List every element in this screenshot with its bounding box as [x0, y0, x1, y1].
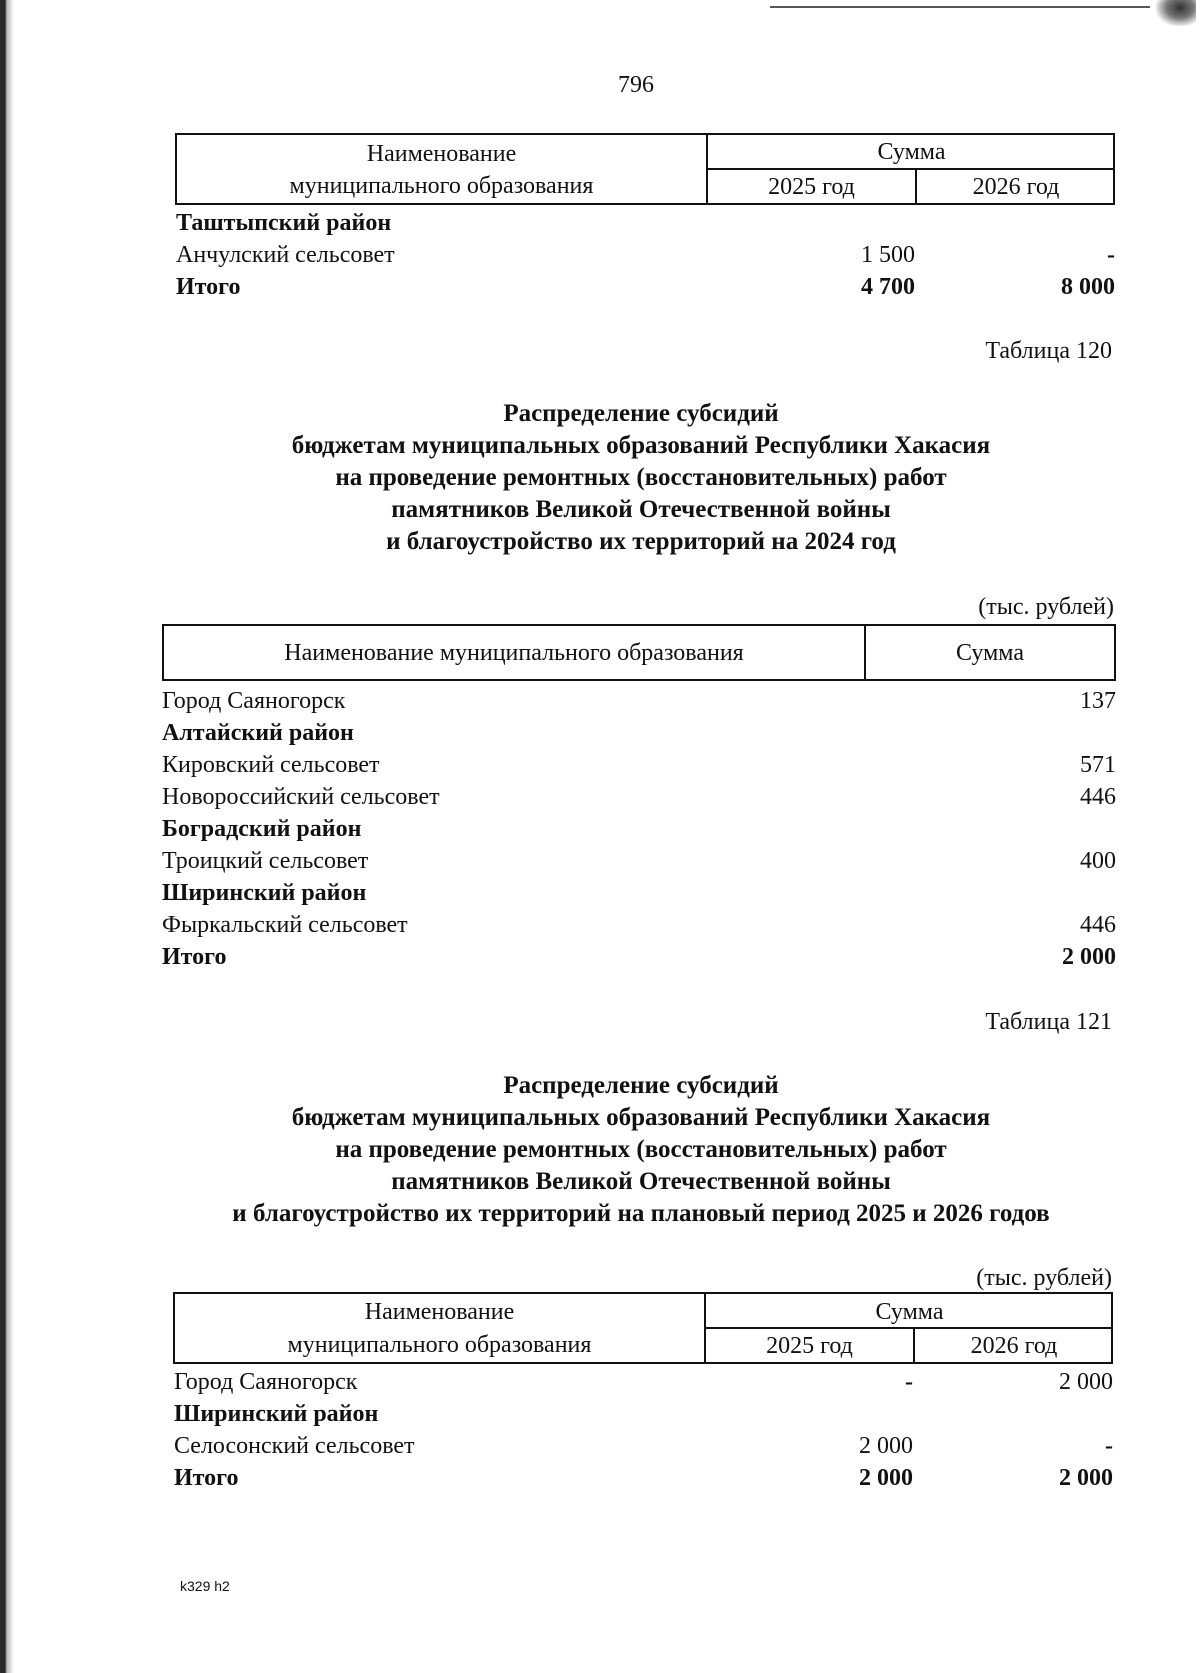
- header-year: 2026 год: [972, 174, 1060, 200]
- row-value: 2 000: [1059, 1369, 1113, 1395]
- row-value: 4 700: [861, 274, 915, 300]
- table-title-line: памятников Великой Отечественной войны: [391, 496, 891, 523]
- row-name: Алтайский район: [162, 720, 354, 746]
- table-label: Таблица 120: [985, 338, 1112, 364]
- header-year: 2025 год: [766, 1333, 853, 1359]
- row-name: Новороссийский сельсовет: [162, 784, 440, 810]
- row-value: 571: [1080, 752, 1116, 778]
- row-name: Кировский сельсовет: [162, 752, 380, 778]
- table-title-line: на проведение ремонтных (восстановительных) работ: [335, 1136, 947, 1163]
- row-name: Анчулский сельсовет: [176, 242, 395, 268]
- row-name: Итого: [176, 274, 241, 300]
- header-sum: Сумма: [877, 139, 946, 165]
- row-value: -: [905, 1369, 913, 1395]
- header-name: муниципального образования: [289, 173, 594, 199]
- header-name: Наименование: [366, 141, 517, 167]
- units-label: (тыс. рублей): [976, 1265, 1112, 1291]
- row-value: 2 000: [1059, 1465, 1113, 1491]
- scan-smudge: [1156, 0, 1196, 26]
- row-value: 1 500: [861, 242, 915, 268]
- row-value: 2 000: [859, 1465, 913, 1491]
- row-name: Итого: [174, 1465, 239, 1491]
- header-name: Наименование: [364, 1299, 515, 1325]
- row-name: Итого: [162, 944, 227, 970]
- row-name: Боградский район: [162, 816, 362, 842]
- header-divider: [706, 168, 1115, 170]
- row-name: Город Саяногорск: [174, 1369, 358, 1395]
- table-title-line: бюджетам муниципальных образований Республики Хакасия: [291, 1104, 991, 1131]
- table-title-line: на проведение ремонтных (восстановительных) работ: [335, 464, 947, 491]
- row-value: 2 000: [859, 1433, 913, 1459]
- row-name: Троицкий сельсовет: [162, 848, 369, 874]
- table-title-line: памятников Великой Отечественной войны: [391, 1168, 891, 1195]
- row-name: Ширинский район: [174, 1401, 379, 1427]
- row-value: 400: [1080, 848, 1116, 874]
- page-number: 796: [618, 72, 654, 98]
- scan-edge: [0, 0, 14, 1673]
- table-title-line: Распределение субсидий: [503, 1072, 779, 1099]
- footer-code: k329 h2: [180, 1578, 230, 1594]
- row-name: Город Саяногорск: [162, 688, 346, 714]
- row-value: -: [1107, 242, 1115, 268]
- table-label: Таблица 121: [985, 1009, 1112, 1035]
- row-value: 446: [1080, 912, 1116, 938]
- row-value: 446: [1080, 784, 1116, 810]
- units-label: (тыс. рублей): [978, 594, 1114, 620]
- row-value: 137: [1080, 688, 1116, 714]
- table-title-line: Распределение субсидий: [503, 400, 779, 427]
- scan-line: [770, 6, 1150, 8]
- row-value: -: [1105, 1433, 1113, 1459]
- row-value: 2 000: [1062, 944, 1116, 970]
- header-sum: Сумма: [956, 640, 1024, 666]
- row-name: Селосонский сельсовет: [174, 1433, 415, 1459]
- table-title-line: бюджетам муниципальных образований Республики Хакасия: [291, 432, 991, 459]
- header-divider: [704, 1327, 1113, 1329]
- row-name: Фыркальский сельсовет: [162, 912, 408, 938]
- row-name: Ширинский район: [162, 880, 367, 906]
- header-sum: Сумма: [875, 1299, 944, 1325]
- header-year: 2026 год: [970, 1333, 1058, 1359]
- table-title-line: и благоустройство их территорий на 2024 год: [386, 528, 896, 555]
- header-name: муниципального образования: [287, 1332, 592, 1358]
- header-name: Наименование муниципального образования: [284, 640, 744, 666]
- row-value: 8 000: [1061, 274, 1115, 300]
- table-title-line: и благоустройство их территорий на плановый период 2025 и 2026 годов: [232, 1200, 1050, 1227]
- header-year: 2025 год: [768, 174, 855, 200]
- row-name: Таштыпский район: [176, 210, 392, 236]
